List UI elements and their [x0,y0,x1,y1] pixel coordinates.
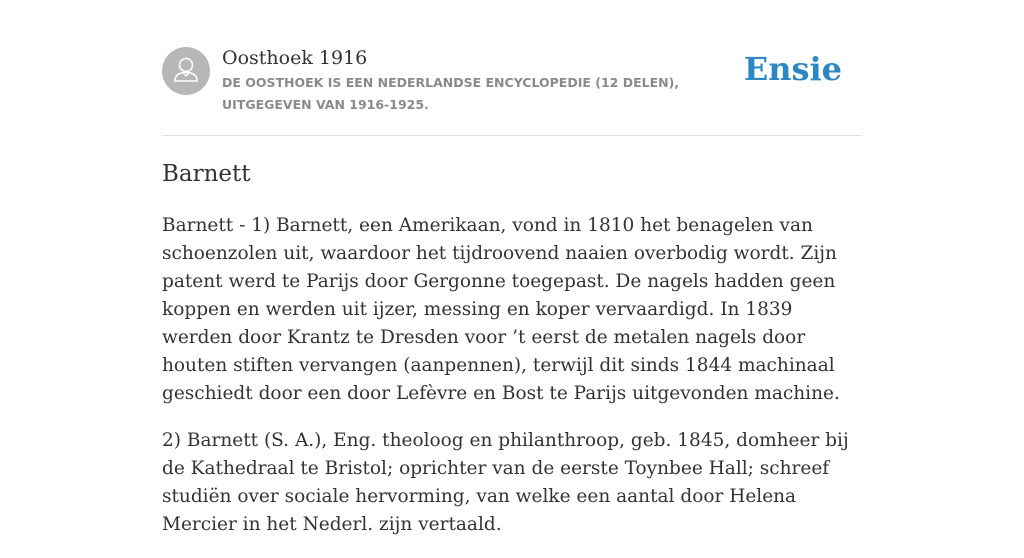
header-divider [162,135,862,136]
entry-title: Barnett [162,161,251,187]
ensie-logo[interactable]: Ensie [743,50,842,88]
entry-body [162,212,864,558]
entry-paragraph: Barnett - 1) Barnett, een Amerikaan, vond in 1810 het benagelen van schoenzolen uit, waardoor het tijdroovend naaien overbodig wordt. Zijn patent werd te Parijs door Gergonne toegepast. De nagels hadden geen koppen en werden uit ijzer, messing en koper vervaardigd. In 1839 werden door Krantz te Dresden voor ’t eerst de metalen nagels door houten stiften vervangen (aanpennen), terwijl dit sinds 1844 machinaal geschiedt door een door Lefèvre en Bost te Parijs uitgevonden machine. [162,215,840,404]
entry-paragraph: 2) Barnett (S. A.), Eng. theoloog en philanthroop, geb. 1845, domheer bij de Kathedraal te Bristol; oprichter van de eerste Toynbee Hall; schreef studiën over sociale hervorming, van welke een aantal door Helena Mercier in het Nederl. zijn vertaald. [162,430,849,535]
source-header [162,45,862,135]
source-description: DE OOSTHOEK IS EEN NEDERLANDSE ENCYCLOPEDIE (12 DELEN), UITGEGEVEN VAN 1916-1925. [222,75,680,112]
user-avatar-icon[interactable] [162,47,210,95]
source-title[interactable]: Oosthoek 1916 [222,47,368,69]
